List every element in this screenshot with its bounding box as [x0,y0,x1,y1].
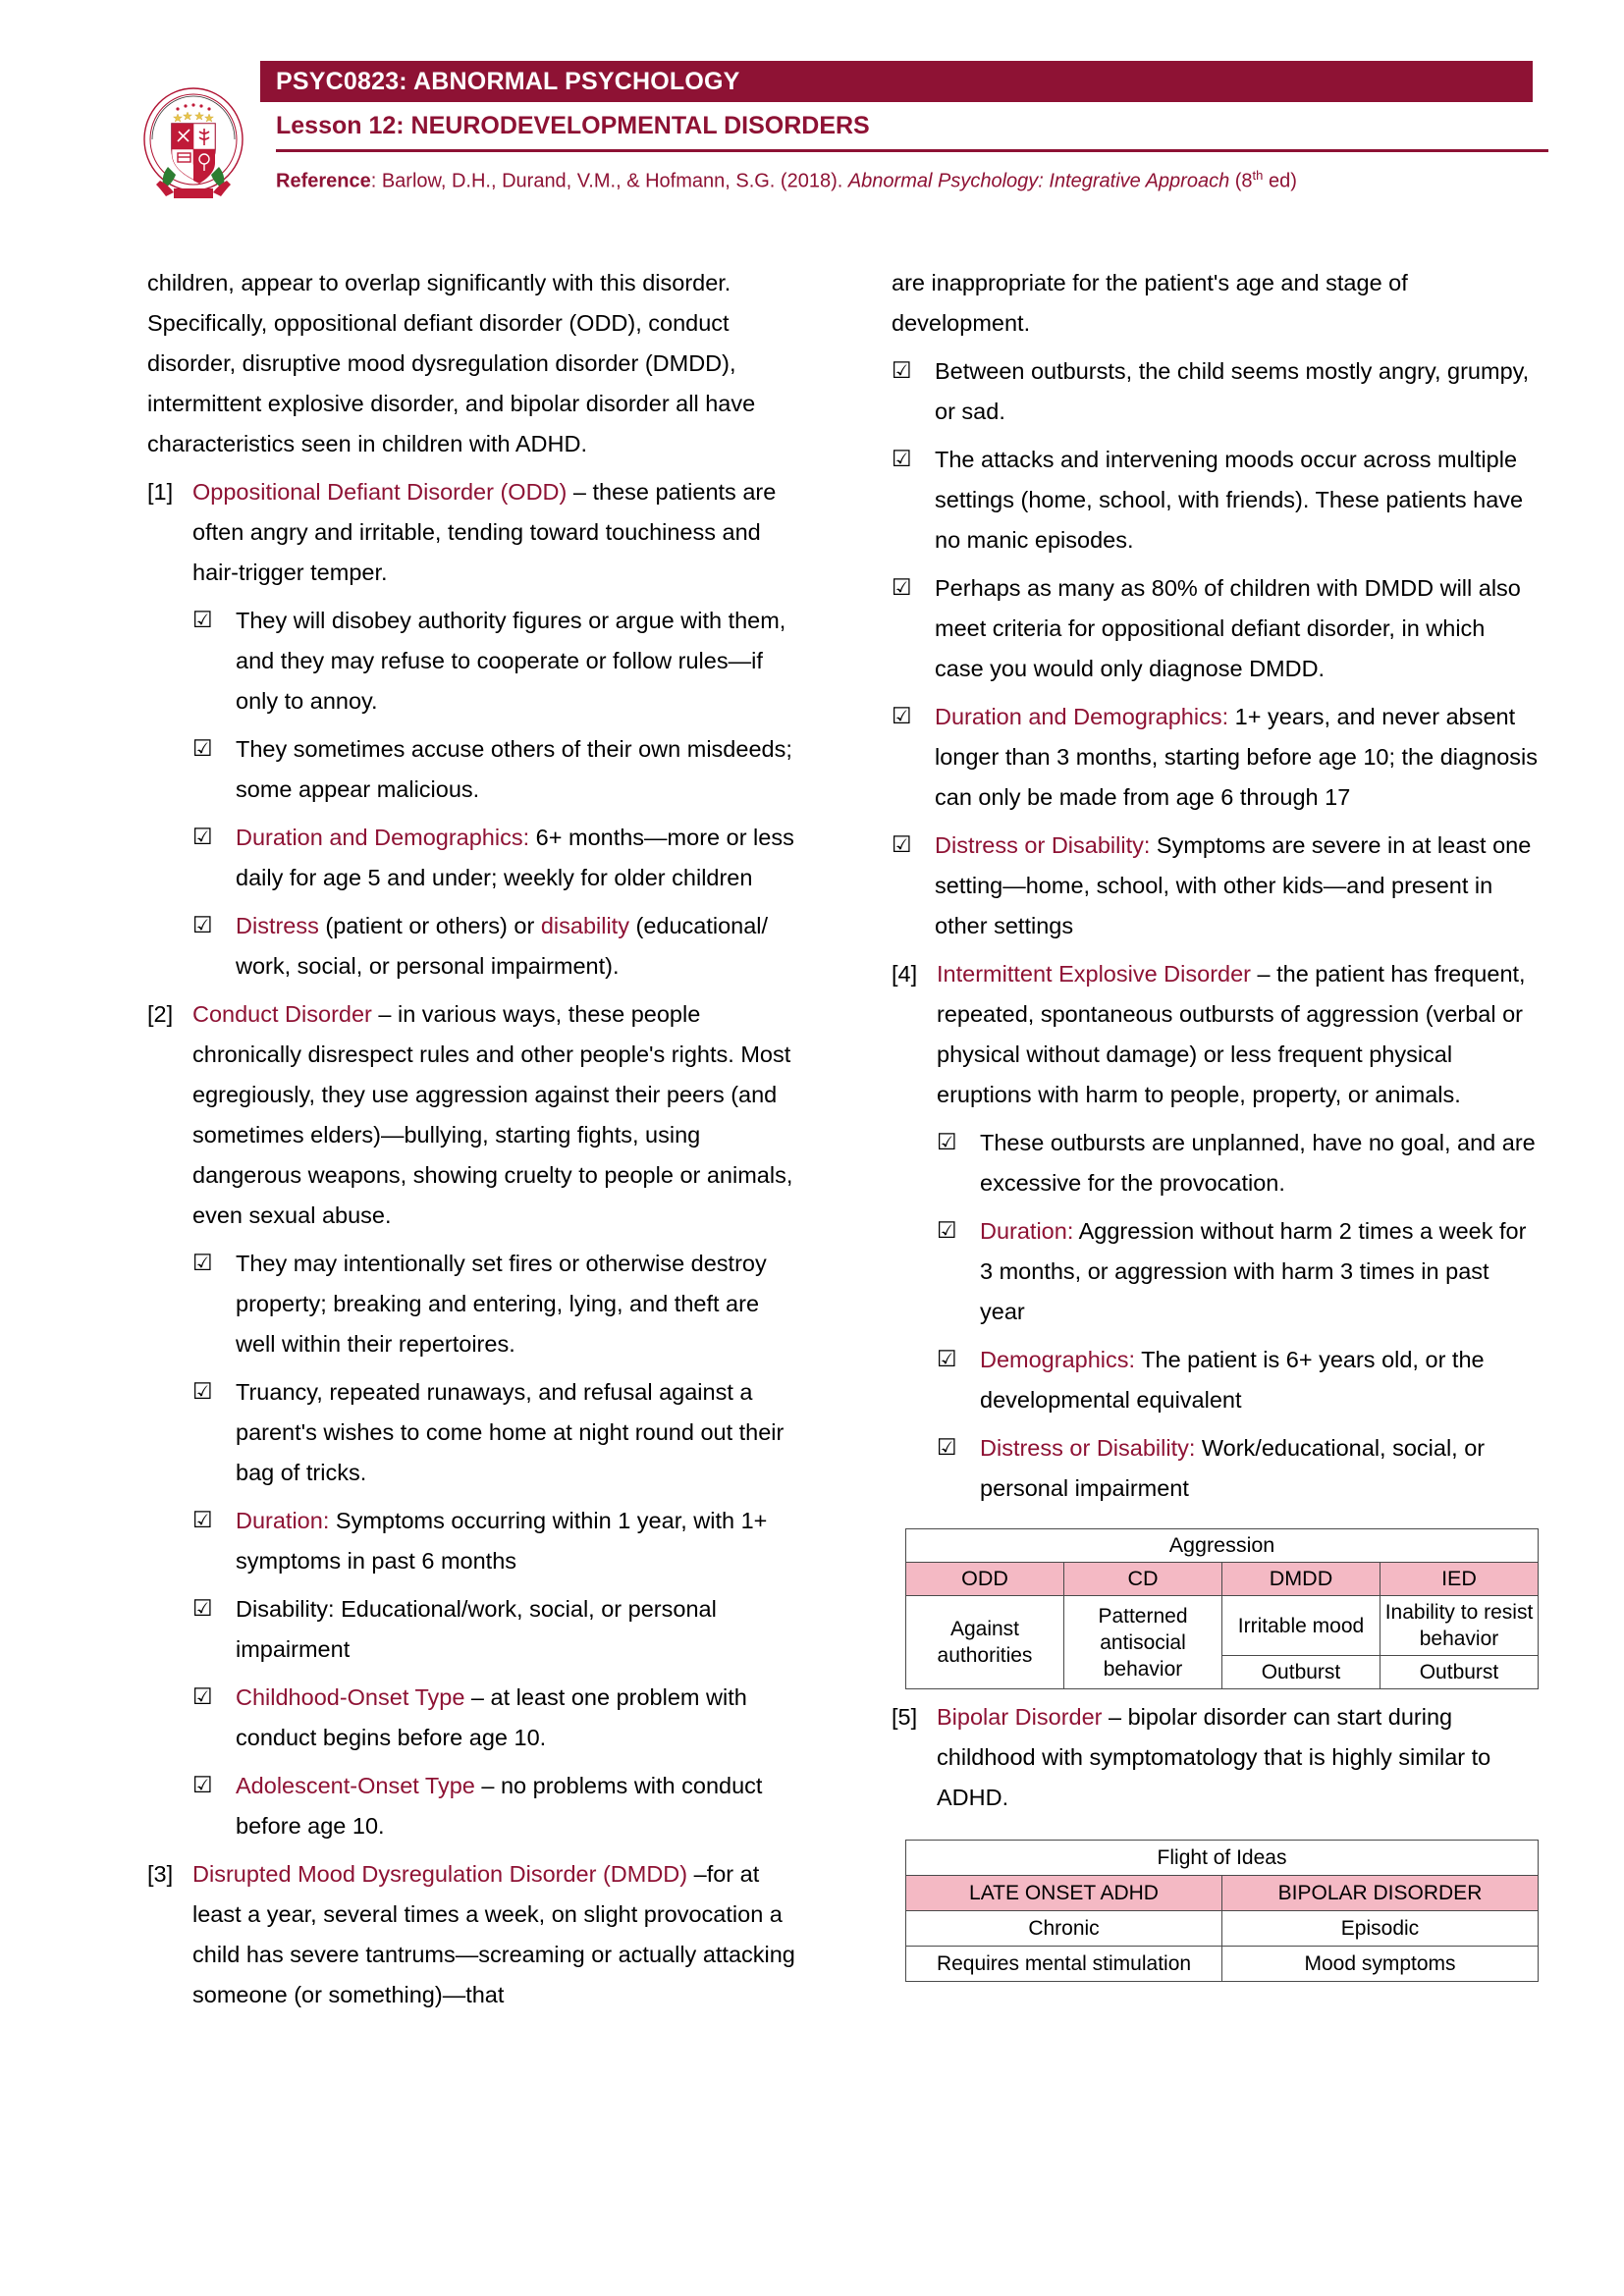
checkbox-icon: ☑ [892,447,912,472]
checkbox-icon: ☑ [192,736,213,762]
checkbox-icon: ☑ [937,1130,957,1155]
reference-authors: : Barlow, D.H., Durand, V.M., & Hofmann, S.G. (2018). [370,170,848,192]
check-item-text: The attacks and intervening moods occur across multiple settings (home, school, with friends). These patients have no manic episodes. [935,447,1524,553]
table-row [906,1596,1539,1656]
numbered-item-2 [147,994,795,1236]
check-item [147,1372,795,1493]
check-item [147,1678,795,1758]
item-4-number: [4] [892,961,918,987]
flight-table-title: Flight of Ideas [906,1841,1539,1876]
check-item-body: 6+ months—more or less daily for age 5 and under; weekly for older children [236,825,794,890]
aggression-cell-cd: Patterned antisocial behavior [1064,1596,1222,1689]
checkbox-icon: ☑ [892,575,912,601]
page-header [0,0,1624,192]
item-4-text [937,954,1540,1115]
check-item [892,826,1540,946]
aggression-cell-ied-bottom: Outburst [1380,1656,1539,1689]
check-item-text [980,1340,1540,1420]
check-item-term: Duration and Demographics: [236,825,530,850]
checkbox-icon: ☑ [892,832,912,858]
check-item-body: 1+ years, and never absent longer than 3 months, starting before age 10; the diagnosis can only be made from age 6 through 17 [935,704,1539,810]
item-3-body: –for at least a year, several times a week, on slight provocation a child has severe tantrums—screaming or actually attacking someone (or something)—that [192,1861,795,2007]
reference-line [260,152,1556,193]
flight-col-bipolar-disorder: BIPOLAR DISORDER [1222,1876,1539,1911]
item-4-body: – the patient has frequent, repeated, spontaneous outbursts of aggression (verbal or physical without damage) or less frequent physical eruptions with harm to people, property, or animals. [937,961,1526,1107]
table-row [906,1841,1539,1876]
aggression-col-cd: CD [1064,1563,1222,1596]
item-5-text [937,1697,1540,1818]
numbered-item-5 [892,1697,1540,1818]
lesson-title: Lesson 12: NEURODEVELOPMENTAL DISORDERS [276,112,870,139]
checkbox-icon: ☑ [192,1684,213,1710]
item-2-text [192,994,795,1236]
flight-cell-r1c1: Mood symptoms [1222,1947,1539,1982]
item-1-text [192,472,795,593]
check-item-body: Aggression without harm 2 times a week for 3 months, or aggression with harm 3 times in past year [980,1218,1527,1324]
checkbox-icon: ☑ [192,1251,213,1276]
left-column [147,263,795,2019]
aggression-cell-ied-top: Inability to resist behavior [1380,1596,1539,1656]
item-1-number: [1] [147,479,174,505]
numbered-item-1 [147,472,795,593]
check-item [147,601,795,721]
checkbox-icon: ☑ [192,825,213,850]
check-item-text: Truancy, repeated runaways, and refusal against a parent's wishes to come home at night round out their bag of tricks. [236,1379,785,1485]
body-columns [0,263,1624,2019]
reference-book-title: Abnormal Psychology: Integrative Approach [847,170,1230,192]
item-3-number: [3] [147,1861,174,1887]
flight-cell-r1c0: Requires mental stimulation [906,1947,1222,1982]
check-item-text: Between outbursts, the child seems mostly angry, grumpy, or sad. [935,358,1530,424]
item-4-term: Intermittent Explosive Disorder [937,961,1251,987]
check-item-text: They will disobey authority figures or argue with them, and they may refuse to cooperate or follow rules—if only to annoy. [236,608,786,714]
intro-paragraph: children, appear to overlap significantly with this disorder. Specifically, oppositional defiant disorder (ODD), conduct disorder, disruptive mood dysregulation disorder (DMDD), intermittent explosive disorder, and bipolar disorder all have characteristics seen in children with ADHD. [147,270,756,456]
check-item-body: – no problems with conduct before age 10. [236,1773,763,1839]
check-item-term-2: disability [540,913,629,938]
item-1-term: Oppositional Defiant Disorder (ODD) [192,479,568,505]
check-item-text [236,1678,795,1758]
check-item-body: (patient or others) or [318,913,541,938]
checkbox-icon: ☑ [192,1508,213,1533]
reference-edition-post: ed) [1263,170,1297,192]
checkbox-icon: ☑ [892,358,912,384]
aggression-cell-dmdd-top: Irritable mood [1222,1596,1380,1656]
checkbox-icon: ☑ [937,1435,957,1461]
item-1-body: – these patients are often angry and irritable, tending toward touchiness and hair-trigger temper. [192,479,777,585]
check-item-term: Duration: [980,1218,1074,1244]
check-item [147,1501,795,1581]
aggression-cell-dmdd-bottom: Outburst [1222,1656,1380,1689]
course-title: PSYC0823: ABNORMAL PSYCHOLOGY [276,68,740,95]
check-item-text [935,826,1540,946]
check-item-text: They may intentionally set fires or otherwise destroy property; breaking and entering, lying, and theft are well within their repertoires. [236,1251,767,1357]
check-item [892,697,1540,818]
lesson-title-bar [260,102,1533,145]
check-item-text [236,1766,795,1846]
check-item [892,1123,1540,1203]
check-item-text [980,1211,1540,1332]
numbered-item-4 [892,954,1540,1115]
reference-edition-ordinal: th [1252,168,1264,183]
flight-cell-r0c0: Chronic [906,1911,1222,1947]
item-2-body: – in various ways, these people chronically disrespect rules and other people's rights. Most egregiously, they use aggression against their peers (and sometimes elders)—bullying, starting fights, using dangerous weapons, showing cruelty to people or animals, even sexual abuse. [192,1001,793,1228]
right-column [892,263,1540,2019]
university-seal-icon [138,84,248,200]
aggression-cell-odd: Against authorities [906,1596,1064,1689]
aggression-table-title: Aggression [906,1529,1539,1563]
flight-col-late-onset-adhd: LATE ONSET ADHD [906,1876,1222,1911]
course-title-bar [260,61,1533,102]
check-item-text: They sometimes accuse others of their own misdeeds; some appear malicious. [236,736,792,802]
table-row [906,1529,1539,1563]
check-item [892,1340,1540,1420]
check-item-body: Symptoms occurring within 1 year, with 1+ symptoms in past 6 months [236,1508,768,1574]
item-2-term: Conduct Disorder [192,1001,372,1027]
check-item-term: Duration: [236,1508,330,1533]
check-item-term: Distress or Disability: [980,1435,1196,1461]
reference-label: Reference [276,170,371,192]
check-item-body: Symptoms are severe in at least one setting—home, school, with other kids—and present in other settings [935,832,1532,938]
check-item-term: Duration and Demographics: [935,704,1229,729]
check-item-text [236,818,795,898]
check-item-text: Perhaps as many as 80% of children with DMDD will also meet criteria for oppositional defiant disorder, in which case you would only diagnose DMDD. [935,575,1521,681]
numbered-item-3 [147,1854,795,2015]
check-item-body: Work/educational, social, or personal impairment [980,1435,1486,1501]
checkbox-icon: ☑ [192,913,213,938]
check-item [147,1244,795,1364]
check-item-text: These outbursts are unplanned, have no goal, and are excessive for the provocation. [980,1130,1536,1196]
check-item-text: Disability: Educational/work, social, or personal impairment [236,1596,717,1662]
check-item-term: Distress or Disability: [935,832,1151,858]
checkbox-icon: ☑ [937,1218,957,1244]
continuation-paragraph: are inappropriate for the patient's age and stage of development. [892,270,1408,336]
flight-cell-r0c1: Episodic [1222,1911,1539,1947]
checkbox-icon: ☑ [937,1347,957,1372]
check-item [892,568,1540,689]
check-item [892,351,1540,432]
table-row [906,1947,1539,1982]
check-item [892,1211,1540,1332]
check-item-term: Adolescent-Onset Type [236,1773,475,1798]
check-item-body: The patient is 6+ years old, or the developmental equivalent [980,1347,1485,1413]
item-5-body: – bipolar disorder can start during childhood with symptomatology that is highly similar to ADHD. [937,1704,1491,1810]
aggression-col-ied: IED [1380,1563,1539,1596]
aggression-col-odd: ODD [906,1563,1064,1596]
checkbox-icon: ☑ [892,704,912,729]
check-item-text [236,1501,795,1581]
check-item [147,729,795,810]
item-3-text [192,1854,795,2015]
check-item-text [236,906,795,987]
check-item [892,1428,1540,1509]
checkbox-icon: ☑ [192,1773,213,1798]
flight-of-ideas-table [905,1840,1539,1982]
check-item-term: Demographics: [980,1347,1136,1372]
checkbox-icon: ☑ [192,1596,213,1622]
aggression-table [905,1528,1539,1689]
table-row [906,1911,1539,1947]
check-item [892,440,1540,561]
item-5-number: [5] [892,1704,918,1730]
check-item [147,818,795,898]
check-item [147,1589,795,1670]
table-row [906,1563,1539,1596]
reference-edition-pre: (8 [1229,170,1253,192]
check-item-body: – at least one problem with conduct begins before age 10. [236,1684,747,1750]
check-item-term: Childhood-Onset Type [236,1684,465,1710]
check-item-text [935,697,1540,818]
check-item-text [980,1428,1540,1509]
item-2-number: [2] [147,1001,174,1027]
item-5-term: Bipolar Disorder [937,1704,1103,1730]
checkbox-icon: ☑ [192,1379,213,1405]
aggression-col-dmdd: DMDD [1222,1563,1380,1596]
check-item [147,1766,795,1846]
table-row [906,1876,1539,1911]
item-3-term: Disrupted Mood Dysregulation Disorder (DMDD) [192,1861,688,1887]
checkbox-icon: ☑ [192,608,213,633]
check-item [147,906,795,987]
check-item-term: Distress [236,913,319,938]
check-item-body-2: (educational/ work, social, or personal impairment). [236,913,769,979]
